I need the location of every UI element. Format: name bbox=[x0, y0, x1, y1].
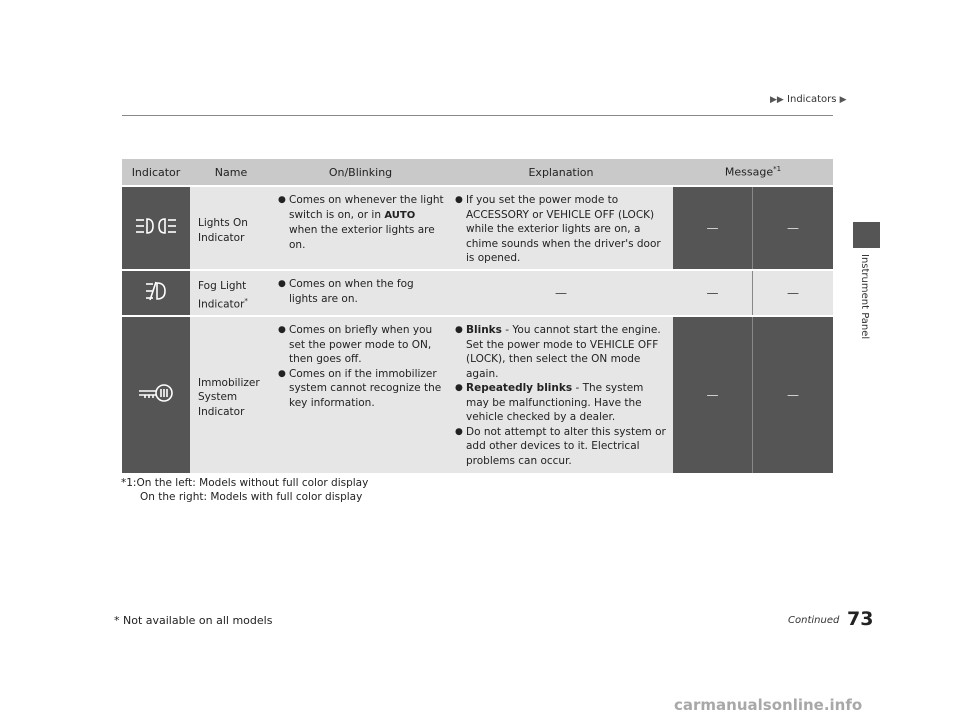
table-row bbox=[122, 271, 833, 315]
on-blinking-cell: ● Comes on whenever the light switch is on, or in AUTO when the exterior lights are on. bbox=[272, 187, 449, 269]
col-on-blinking: On/Blinking bbox=[272, 159, 449, 185]
col-message: Message$^{*1}$ bbox=[673, 159, 833, 185]
col-explanation: Explanation bbox=[449, 159, 673, 185]
breadcrumb-label: Indicators bbox=[787, 94, 837, 105]
continued-label: Continued bbox=[788, 615, 840, 626]
fog-light-icon bbox=[122, 271, 190, 315]
header-rule bbox=[122, 115, 833, 116]
indicator-table bbox=[122, 157, 833, 475]
breadcrumb bbox=[770, 94, 847, 105]
message-left: — bbox=[673, 271, 753, 315]
indicator-name: Immobilizer System Indicator bbox=[190, 317, 272, 473]
indicator-name: Lights On Indicator bbox=[190, 187, 272, 269]
section-tab bbox=[853, 222, 880, 248]
footnote-line-2: On the right: Models with full color display bbox=[140, 491, 363, 503]
message-left: — bbox=[673, 317, 753, 473]
page-number: 73 bbox=[847, 608, 874, 630]
message-right: — bbox=[753, 271, 833, 315]
watermark: carmanualsonline.info bbox=[674, 696, 863, 714]
on-blinking-cell: ● Comes on briefly when you set the power mode to ON, then goes off. ● Comes on if the immobilizer system cannot recognize the key information. bbox=[272, 317, 449, 473]
explanation-cell: ● Blinks - You cannot start the engine. Set the power mode to VEHICLE OFF (LOCK), then select the ON mode again. ● Repeatedly blinks - The system may be malfunctioning. Have the vehicle checked by a dealer. ● Do not attempt to alter this system or add other devices to it. Electrical problems can occur. bbox=[449, 317, 673, 473]
message-right: — bbox=[753, 317, 833, 473]
indicator-name: Fog Light Indicator* bbox=[190, 271, 272, 315]
footnote bbox=[121, 476, 368, 504]
arrow-icon: ▶ bbox=[839, 95, 847, 105]
availability-note: * Not available on all models bbox=[114, 614, 273, 627]
explanation-cell: — bbox=[449, 271, 673, 315]
message-left: — bbox=[673, 187, 753, 269]
lights-on-icon bbox=[122, 187, 190, 269]
message-right: — bbox=[753, 187, 833, 269]
immobilizer-key-icon bbox=[122, 317, 190, 473]
col-name: Name bbox=[190, 159, 272, 185]
table-header-row bbox=[122, 159, 833, 185]
explanation-cell: ● If you set the power mode to ACCESSORY or VEHICLE OFF (LOCK) while the exterior lights are on, a chime sounds when the driver's door is opened. bbox=[449, 187, 673, 269]
table-row bbox=[122, 187, 833, 269]
footnote-line-1: *1:On the left: Models without full color display bbox=[121, 477, 369, 489]
double-arrow-icon: ▶▶ bbox=[770, 95, 784, 105]
on-blinking-cell: ● Comes on when the fog lights are on. bbox=[272, 271, 449, 315]
col-indicator: Indicator bbox=[122, 159, 190, 185]
section-label: Instrument Panel bbox=[859, 254, 870, 340]
table-row bbox=[122, 317, 833, 473]
